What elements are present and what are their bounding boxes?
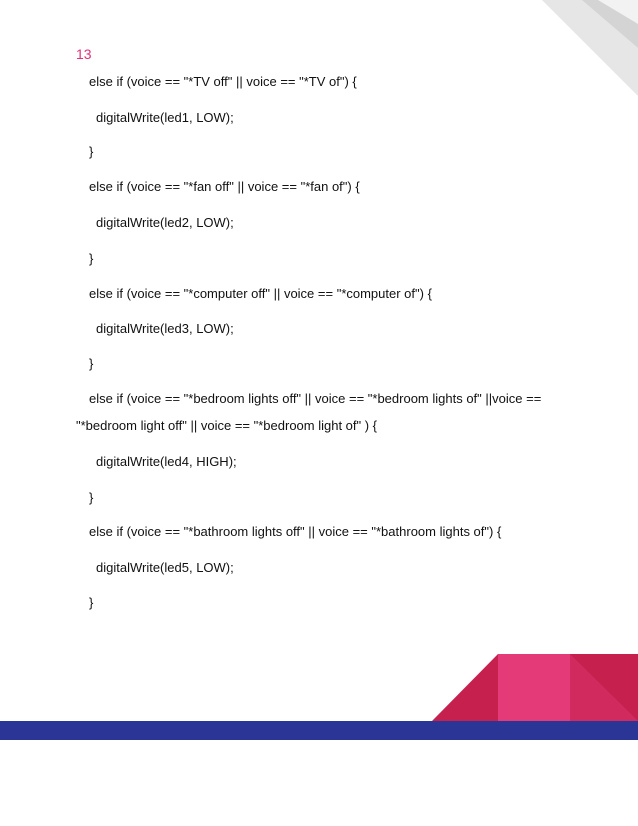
code-line: else if (voice == "*bathroom lights off" || voice == "*bathroom lights of") { (89, 524, 502, 539)
code-line: else if (voice == "*computer off" || voice == "*computer of") { (89, 286, 432, 301)
code-line: "*bedroom light off" || voice == "*bedroom light of" ) { (76, 418, 378, 433)
top-corner-decoration (542, 0, 638, 96)
code-line: } (89, 356, 94, 371)
code-line: else if (voice == "*fan off" || voice == "*fan of") { (89, 179, 360, 194)
code-line: else if (voice == "*bedroom lights off" || voice == "*bedroom lights of" ||voice == (89, 391, 542, 406)
code-line: digitalWrite(led3, LOW); (96, 321, 234, 336)
code-line: digitalWrite(led1, LOW); (96, 110, 234, 125)
code-line: } (89, 490, 94, 505)
page-number: 13 (76, 46, 92, 62)
code-line: digitalWrite(led5, LOW); (96, 560, 234, 575)
code-line: digitalWrite(led4, HIGH); (96, 454, 237, 469)
code-line: else if (voice == "*TV off" || voice == "*TV of") { (89, 74, 357, 89)
code-line: } (89, 144, 94, 159)
code-line: } (89, 251, 94, 266)
code-line: digitalWrite(led2, LOW); (96, 215, 234, 230)
code-line: } (89, 595, 94, 610)
